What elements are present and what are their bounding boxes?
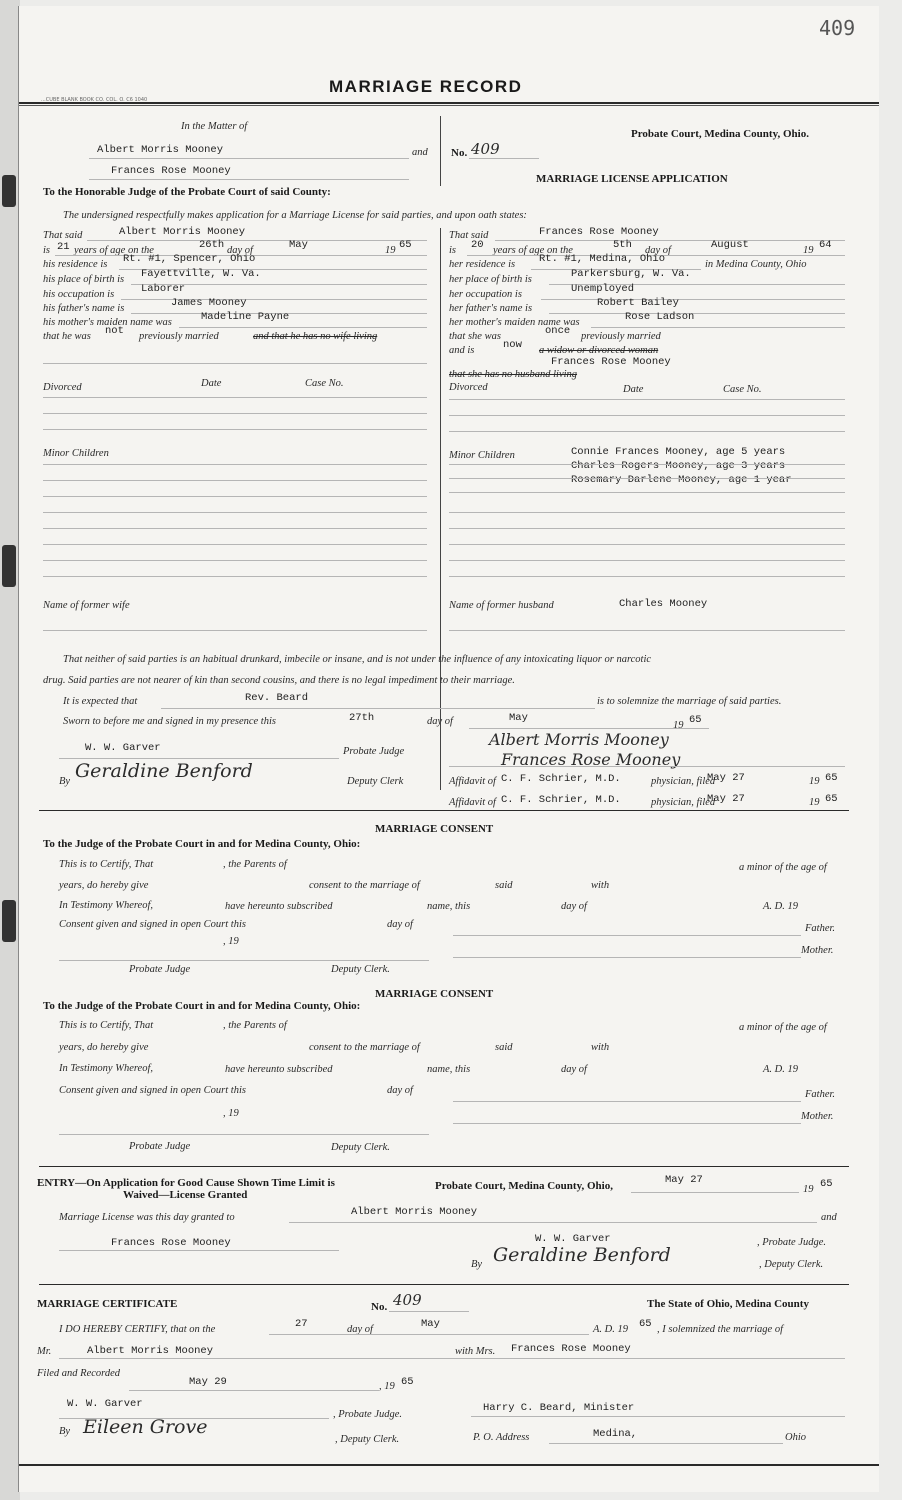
court-name: Probate Court, Medina County, Ohio.	[631, 128, 809, 140]
bride-no-husband: that she has no husband living	[449, 369, 578, 380]
bride-birthplace: Parkersburg, W. Va.	[571, 268, 691, 280]
expected-suffix: is to solemnize the marriage of said parties.	[597, 696, 782, 707]
sworn-century: 19	[673, 720, 684, 731]
page-title: MARRIAGE RECORD	[329, 77, 523, 96]
license-no-label: No.	[451, 147, 468, 159]
bride-that-said: That said	[449, 230, 489, 241]
consent-testimony-2: In Testimony Whereof,	[59, 1063, 154, 1074]
entry-by: By	[471, 1259, 483, 1270]
certificate-filed-year: 65	[401, 1376, 414, 1388]
bride-age: 20	[471, 239, 484, 251]
oath-by: By	[59, 776, 71, 787]
sworn-year: 65	[689, 714, 702, 726]
title-rule	[19, 102, 879, 104]
expected-minister: Rev. Beard	[245, 692, 309, 704]
section-rule	[39, 810, 849, 811]
bride-birthplace-label: her place of birth is	[449, 274, 532, 285]
bride-name: Frances Rose Mooney	[539, 226, 659, 238]
consent-with-2: with	[591, 1042, 610, 1053]
certificate-by: By	[59, 1426, 71, 1437]
entry-and: and	[821, 1212, 837, 1223]
consent-name-this-1: name, this	[427, 901, 471, 912]
bride-birth-day: 5th	[613, 239, 632, 251]
bride-residence-label: her residence is	[449, 259, 516, 270]
consent-given-2: Consent given and signed in open Court this	[59, 1085, 246, 1096]
entry-year: 65	[820, 1178, 833, 1190]
entry-date: May 27	[665, 1174, 703, 1186]
header-divider	[440, 116, 441, 186]
consent-given-day-of-2: day of	[387, 1085, 413, 1096]
binding-ring	[2, 900, 16, 942]
groom-minor-children-label: Minor Children	[43, 448, 109, 459]
groom-occupation-label: his occupation is	[43, 289, 115, 300]
consent-ad-2: A. D. 19	[763, 1064, 798, 1075]
consent-said-1: said	[495, 880, 513, 891]
bride-occupation-label: her occupation is	[449, 289, 522, 300]
sworn-day-of: day of	[427, 716, 453, 727]
consent-probate-judge-2: Probate Judge	[129, 1141, 191, 1152]
consent-mother-1: Mother.	[801, 945, 834, 956]
bride-birth-year: 64	[819, 239, 832, 251]
entry-probate-judge: , Probate Judge.	[757, 1237, 827, 1248]
groom-occupation: Laborer	[141, 283, 186, 295]
matter-groom: Albert Morris Mooney	[97, 144, 224, 156]
consent-to-judge-2: To the Judge of the Probate Court in and for Medina County, Ohio:	[43, 1000, 361, 1012]
groom-residence-label: his residence is	[43, 259, 108, 270]
certificate-mr: Mr.	[37, 1346, 52, 1357]
consent-day-of-2: day of	[561, 1064, 587, 1075]
oath-judge: W. W. Garver	[85, 742, 161, 754]
entry-court: Probate Court, Medina County, Ohio,	[435, 1180, 613, 1192]
bride-birth-month: August	[711, 239, 749, 251]
certificate-officiant: Harry C. Beard, Minister	[483, 1402, 635, 1414]
bride-present-name: Frances Rose Mooney	[551, 356, 671, 368]
groom-father: James Mooney	[171, 297, 247, 309]
groom-married-value: not	[105, 325, 124, 337]
license-no-value: 409	[471, 140, 500, 158]
certificate-no-value: 409	[393, 1291, 422, 1309]
consent-ad-1: A. D. 19	[763, 901, 798, 912]
page-number: 409	[819, 16, 856, 40]
entry-granted: Marriage License was this day granted to	[59, 1212, 235, 1223]
matter-bride: Frances Rose Mooney	[111, 165, 231, 177]
oath-line-2: drug. Said parties are not nearer of kin than second cousins, and there is no legal impediment to their marriage.	[43, 675, 515, 686]
binding-ring	[2, 175, 16, 207]
matter-label: In the Matter of	[181, 121, 248, 132]
oath-line-1: That neither of said parties is an habitual drunkard, imbecile or insane, and is not under the influence of any intoxicating liquor or narcotic	[63, 654, 652, 665]
consent-to-1: consent to the marriage of	[309, 880, 420, 891]
bride-former-husband-label: Name of former husband	[449, 600, 554, 611]
groom-birthplace: Fayettville, W. Va.	[141, 268, 261, 280]
groom-birth-month: May	[289, 239, 308, 251]
groom-age: 21	[57, 241, 70, 253]
consent-given-day-of-1: day of	[387, 919, 413, 930]
bride-is: is	[449, 245, 457, 256]
affidavit-name-2: C. F. Schrier, M.D.	[501, 794, 621, 806]
groom-birthplace-label: his place of birth is	[43, 274, 125, 285]
bride-married-value: once	[545, 325, 571, 337]
bride-divorced-label: Divorced	[449, 382, 488, 393]
bride-occupation: Unemployed	[571, 283, 635, 295]
bride-case-no-label: Case No.	[723, 384, 762, 395]
certificate-year: 65	[639, 1318, 652, 1330]
bride-century: 19	[803, 245, 814, 256]
consent-parents-1: , the Parents of	[223, 859, 287, 870]
title-rule-thin	[19, 105, 879, 106]
certificate-judge: W. W. Garver	[67, 1398, 143, 1410]
affidavit-mid-2: physician, filed	[651, 797, 716, 808]
entry-label-2: Waived—License Granted	[123, 1189, 248, 1201]
section-rule	[39, 1166, 849, 1167]
consent-heading-1: MARRIAGE CONSENT	[375, 823, 494, 835]
bride-residence-suffix: in Medina County, Ohio	[705, 259, 807, 270]
section-rule	[39, 1284, 849, 1285]
certificate-no-label: No.	[371, 1301, 388, 1313]
consent-subscribed-1: have hereunto subscribed	[225, 901, 333, 912]
groom-divorced-date-label: Date	[201, 378, 222, 389]
groom-that-said: That said	[43, 230, 83, 241]
groom-married-struck: and that he has no wife living	[253, 331, 378, 342]
consent-deputy-clerk-2: Deputy Clerk.	[331, 1142, 390, 1153]
consent-century-2: , 19	[223, 1108, 239, 1119]
consent-certify-1: This is to Certify, That	[59, 859, 154, 870]
certificate-groom: Albert Morris Mooney	[87, 1345, 214, 1357]
certificate-solemnized: , I solemnized the marriage of	[657, 1324, 783, 1335]
affidavit-date-2: May 27	[707, 793, 745, 805]
bride-signature: Frances Rose Mooney	[501, 750, 681, 769]
certificate-day: 27	[295, 1318, 308, 1330]
consent-parents-2: , the Parents of	[223, 1020, 287, 1031]
bride-former-husband: Charles Mooney	[619, 598, 708, 610]
binding-ring	[2, 545, 16, 587]
consent-mother-2: Mother.	[801, 1111, 834, 1122]
oath-deputy-signature: Geraldine Benford	[75, 760, 253, 782]
certificate-label: MARRIAGE CERTIFICATE	[37, 1298, 178, 1310]
license-heading: MARRIAGE LICENSE APPLICATION	[536, 173, 728, 185]
groom-mother-label: his mother's maiden name was	[43, 317, 172, 328]
bride-residence: Rt. #1, Medina, Ohio	[539, 253, 666, 265]
entry-groom: Albert Morris Mooney	[351, 1206, 478, 1218]
certificate-with-mrs: with Mrs.	[455, 1346, 496, 1357]
consent-father-1: Father.	[805, 923, 836, 934]
expected-prefix: It is expected that	[63, 696, 138, 707]
certificate-probate-judge: , Probate Judge.	[333, 1409, 403, 1420]
bride-divorced-date-label: Date	[623, 384, 644, 395]
groom-married-prefix: that he was	[43, 331, 91, 342]
certificate-po-city: Medina,	[593, 1428, 638, 1440]
bride-years-of-age: years of age on the	[493, 245, 573, 256]
groom-is: is	[43, 245, 51, 256]
consent-to-2: consent to the marriage of	[309, 1042, 420, 1053]
bride-child-1: Connie Frances Mooney, age 5 years	[571, 446, 786, 458]
book-binding	[0, 0, 20, 1500]
oath-probate-judge: Probate Judge	[343, 746, 405, 757]
consent-said-2: said	[495, 1042, 513, 1053]
entry-century: 19	[803, 1184, 814, 1195]
consent-with-1: with	[591, 880, 610, 891]
groom-case-no-label: Case No.	[305, 378, 344, 389]
consent-name-this-2: name, this	[427, 1064, 471, 1075]
sworn-month: May	[509, 712, 528, 724]
certificate-certify: I DO HEREBY CERTIFY, that on the	[59, 1324, 216, 1335]
affidavit-year-2: 65	[825, 793, 838, 805]
publisher-strip: ...CUBE BLANK BOOK CO. COL. O. C6 1040	[41, 97, 148, 103]
groom-signature: Albert Morris Mooney	[489, 730, 669, 749]
certificate-bride: Frances Rose Mooney	[511, 1343, 631, 1355]
consent-minor-2: a minor of the age of	[739, 1022, 827, 1033]
affidavit-century-1: 19	[809, 776, 820, 787]
groom-residence: Rt. #1, Spencer, Ohio	[123, 253, 256, 265]
groom-name: Albert Morris Mooney	[119, 226, 246, 238]
entry-label: ENTRY—On Application for Good Cause Shown Time Limit is	[37, 1177, 335, 1189]
consent-deputy-clerk-1: Deputy Clerk.	[331, 964, 390, 975]
certificate-month: May	[421, 1318, 440, 1330]
affidavit-mid-1: physician, filed	[651, 776, 716, 787]
bride-mother-label: her mother's maiden name was	[449, 317, 580, 328]
certificate-state: The State of Ohio, Medina County	[647, 1298, 809, 1310]
certificate-day-of: day of	[347, 1324, 373, 1335]
certificate-filed: Filed and Recorded	[37, 1368, 121, 1379]
bride-and-is-value: now	[503, 339, 522, 351]
entry-judge: W. W. Garver	[535, 1233, 611, 1245]
certificate-ad: A. D. 19	[593, 1324, 628, 1335]
column-divider	[440, 228, 441, 790]
consent-father-2: Father.	[805, 1089, 836, 1100]
consent-day-of-1: day of	[561, 901, 587, 912]
consent-heading-2: MARRIAGE CONSENT	[375, 988, 494, 1000]
groom-former-wife-label: Name of former wife	[43, 600, 130, 611]
entry-bride: Frances Rose Mooney	[111, 1237, 231, 1249]
certificate-century: , 19	[379, 1381, 395, 1392]
consent-certify-2: This is to Certify, That	[59, 1020, 154, 1031]
affidavit-label-1: Affidavit of	[449, 776, 496, 787]
matter-and: and	[412, 147, 428, 158]
bride-child-3: Rosemary Darlene Mooney, age 1 year	[571, 474, 792, 486]
groom-father-label: his father's name is	[43, 303, 125, 314]
consent-given-1: Consent given and signed in open Court this	[59, 919, 246, 930]
affidavit-name-1: C. F. Schrier, M.D.	[501, 773, 621, 785]
entry-deputy-signature: Geraldine Benford	[493, 1244, 671, 1266]
certificate-po-state: Ohio	[785, 1432, 806, 1443]
certificate-deputy-signature: Eileen Grove	[83, 1416, 208, 1438]
oath-deputy-clerk: Deputy Clerk	[347, 776, 404, 787]
bride-married-suffix: previously married	[581, 331, 661, 342]
consent-years-2: years, do hereby give	[59, 1042, 149, 1053]
bride-minor-children-label: Minor Children	[449, 450, 515, 461]
affidavit-year-1: 65	[825, 772, 838, 784]
affidavit-date-1: May 27	[707, 772, 745, 784]
bride-child-2: Charles Rogers Mooney, age 3 years	[571, 460, 786, 472]
bride-married-prefix: that she was	[449, 331, 501, 342]
sworn-text: Sworn to before me and signed in my presence this	[63, 716, 276, 727]
groom-birth-day: 26th	[199, 239, 225, 251]
groom-mother: Madeline Payne	[201, 311, 290, 323]
consent-century-1: , 19	[223, 936, 239, 947]
consent-years-1: years, do hereby give	[59, 880, 149, 891]
affidavit-label-2: Affidavit of	[449, 797, 496, 808]
consent-to-judge-1: To the Judge of the Probate Court in and for Medina County, Ohio:	[43, 838, 361, 850]
consent-subscribed-2: have hereunto subscribed	[225, 1064, 333, 1075]
bride-widow: a widow or divorced woman	[539, 345, 659, 356]
bride-and-is: and is	[449, 345, 475, 356]
groom-divorced-label: Divorced	[43, 382, 82, 393]
consent-probate-judge-1: Probate Judge	[129, 964, 191, 975]
affidavit-century-2: 19	[809, 797, 820, 808]
groom-years-of-age: years of age on the	[74, 245, 154, 256]
bride-father-label: her father's name is	[449, 303, 533, 314]
consent-testimony-1: In Testimony Whereof,	[59, 900, 154, 911]
certificate-po-label: P. O. Address	[473, 1432, 530, 1443]
certificate-filed-date: May 29	[189, 1376, 227, 1388]
bride-mother: Rose Ladson	[625, 311, 695, 323]
groom-century: 19	[385, 245, 396, 256]
record-page	[18, 6, 879, 1492]
groom-birth-year: 65	[399, 239, 412, 251]
entry-deputy-clerk: , Deputy Clerk.	[759, 1259, 824, 1270]
groom-day-of: day of	[227, 245, 253, 256]
groom-married-suffix: previously married	[139, 331, 219, 342]
bottom-rule	[19, 1464, 879, 1466]
bride-father: Robert Bailey	[597, 297, 679, 309]
certificate-deputy-clerk: , Deputy Clerk.	[335, 1434, 400, 1445]
intro-undersigned: The undersigned respectfully makes application for a Marriage License for said parties, and upon oath states:	[63, 210, 527, 221]
bride-day-of: day of	[645, 245, 671, 256]
sworn-day: 27th	[349, 712, 375, 724]
consent-minor-1: a minor of the age of	[739, 862, 827, 873]
intro-honorable: To the Honorable Judge of the Probate Court of said County:	[43, 186, 331, 198]
